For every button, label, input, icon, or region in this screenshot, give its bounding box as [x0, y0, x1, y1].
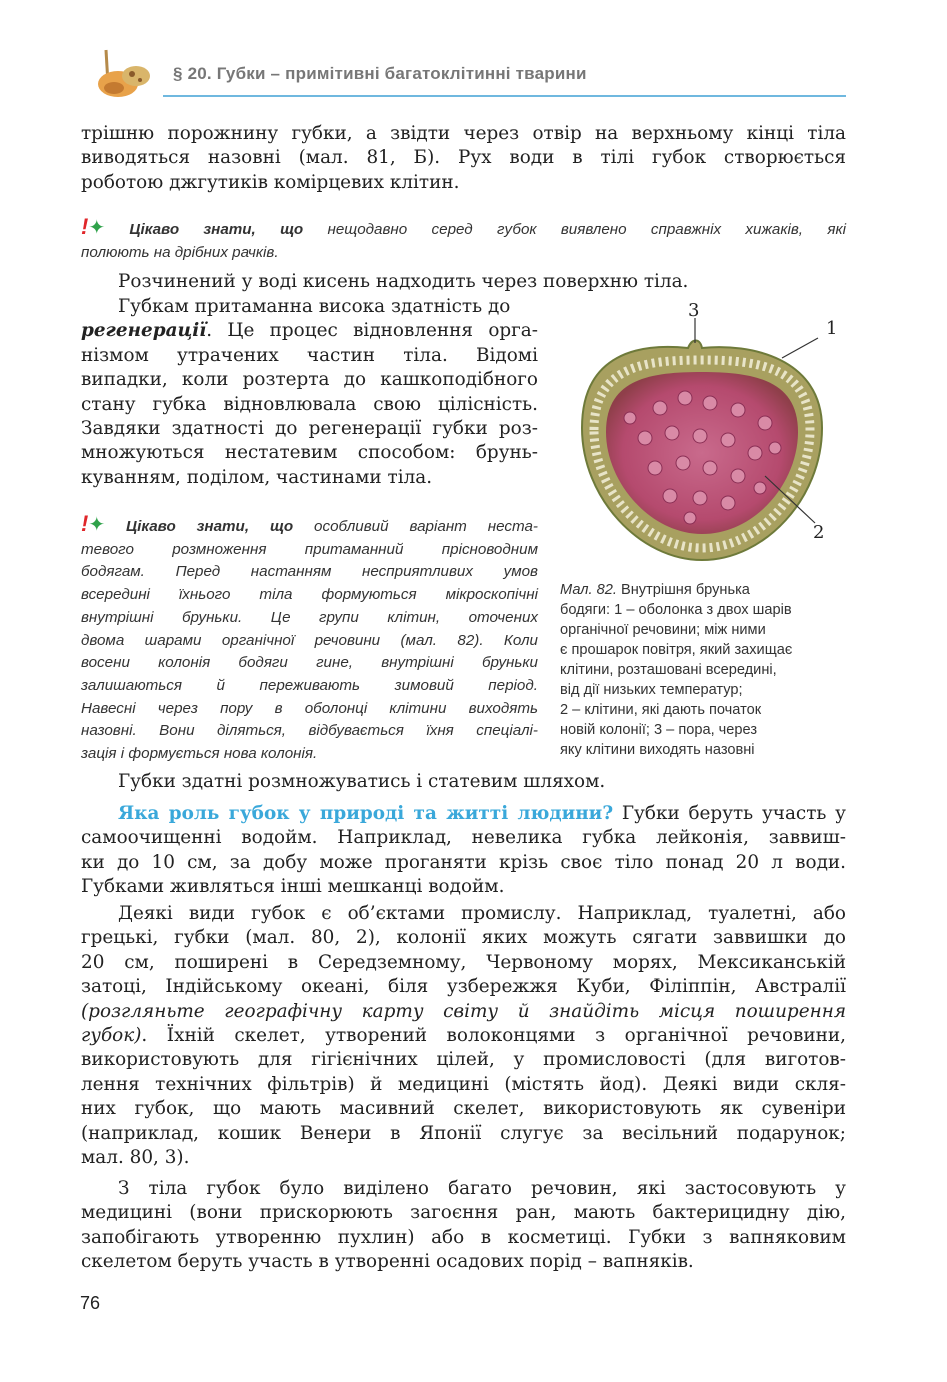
header-logo-icon	[88, 44, 158, 104]
text-line: 20 см, поширені в Середземному, Червоному морях, Мексиканській	[81, 951, 846, 973]
fact-lead: Цікаво знати, що	[129, 221, 304, 238]
caption-line: органічної речовини; між ними	[560, 622, 766, 638]
fact-text: всередині їхнього тіла формуються мікроскопічні	[81, 586, 538, 604]
section-question: Яка роль губок у природі та житті людини?	[118, 803, 614, 824]
intro-paragraph	[81, 122, 846, 195]
header-divider	[163, 95, 846, 97]
text-line: випадки, коли розтерта до кашкоподібного	[81, 369, 538, 391]
fact-text: внутрішні бруньки. Це групи клітин, оточених	[81, 608, 538, 626]
text-line: множуються нестатевим способом: брунь-	[81, 442, 538, 464]
fact-text: Навесні через пору в оболонці клітини виходять	[81, 699, 538, 717]
caption-lead: Мал. 82.	[560, 582, 617, 598]
text-line: куванням, поділом, частинами тіла.	[81, 466, 433, 488]
figure-caption: Мал. 82. Внутрішня брунька бодяги: 1 – оболонка з двох шарів органічної речовини; між ними є прошарок повітря, який захищає клітини, розташовані всередині, від дії низьких температур; 2 – клітини, які дають початок новій колонії; 3 – пора, через яку клітини виходять назовні	[560, 580, 850, 760]
text-line: використовують для гігієнічних цілей, у промисловості (для виготов-	[81, 1049, 846, 1071]
text-line: Деякі види губок є об’єктами промислу. Наприклад, туалетні, або	[118, 903, 846, 924]
oxygen-line: Розчинений у воді кисень надходить через поверхню тіла.	[118, 271, 689, 292]
text-line: скелетом беруть участь в утворенні осадових порід – вапняків.	[81, 1251, 694, 1273]
text-line: виводяться назовні (мал. 81, Б). Рух води в тілі губок створюється	[81, 147, 846, 169]
text-line: запобігають утворенню пухлин) або в косметиці. Губки з вапняковим	[81, 1226, 846, 1248]
text-line: Губкам притаманна висока здатність до	[118, 296, 511, 317]
caption-line: бодяги: 1 – оболонка з двох шарів	[560, 602, 792, 618]
fact-lead: Цікаво знати, що	[126, 518, 294, 535]
text-line: роботою джгутиків комірцевих клітин.	[81, 171, 460, 193]
star-icon: ✦	[88, 217, 106, 239]
text-line: них губок, що мають масивний скелет, використовують як сувеніри	[81, 1098, 846, 1120]
text-line: (наприклад, кошик Венери в Японії слугує за весільний подарунок;	[81, 1122, 846, 1144]
fact-box-2: !✦ Цікаво знати, що особливий варіант неста- тевого розмноження притаманний прісноводним бодягам. Перед настанням несприятливих умов всередині їхнього тіла формуються мікроскопічні внутрішні бруньки. Це групи клітин, оточених двома шарами органічної речовини (мал. 82). Коли восени колонія бодяги гине, внутрішні бруньки залишаються й переживають зимовий період. Навесні через пору в оболонці клітини виходять назовні. Вони діляться, відбувається їхня спеціалі- зація і формується нова колонія.	[81, 513, 538, 766]
fact-text: двома шарами органічної речовини (мал. 82). Коли	[81, 631, 538, 649]
figure-label-1: 1	[826, 318, 838, 339]
sexual-reproduction-line: Губки здатні розмножуватись і статевим шляхом.	[118, 771, 606, 792]
header-title: § 20. Губки – примітивні багатоклітинні тварини	[173, 64, 587, 83]
regeneration-paragraph	[81, 295, 538, 490]
role-paragraph: Яка роль губок у природі та житті людини? Губки беруть участь у самоочищенні водойм. Наприклад, невелика губка лейконія, заввиш- ки до 10 см, за добу може проганяти крізь своє тіло понад 20 л води. Губками живляться інші мешканці водойм.	[81, 802, 846, 900]
text-line: стану губка відновлювала свою цілісність.	[81, 393, 538, 415]
medicine-paragraph	[81, 1177, 846, 1275]
text-line: мал. 80, 3).	[81, 1147, 190, 1169]
text-line: (розгляньте географічну карту світу й знайдіть місця поширення	[81, 1000, 846, 1022]
caption-line: від дії низьких температур;	[560, 682, 743, 698]
fact-text: нещодавно серед губок виявлено справжніх хижаків, які	[327, 221, 846, 238]
fact-text: назовні. Вони діляться, відбувається їхня спеціалі-	[81, 722, 538, 740]
fact-box-1	[81, 216, 846, 264]
text-line: грецькі, губки (мал. 80, 2), колонії яких можуть сягати заввишки до	[81, 927, 846, 949]
text-line: З тіла губок було виділено багато речовин, які застосовують у	[118, 1178, 846, 1199]
figure-label-2: 2	[813, 522, 825, 543]
exclamation-icon: !	[81, 511, 89, 536]
caption-line: 2 – клітини, які дають початок	[560, 702, 762, 718]
fact-text: полюють на дрібних рачків.	[81, 243, 279, 261]
caption-line: є прошарок повітря, який захищає	[560, 642, 793, 658]
text-line: лення технічних фільтрів) й медицині (містять йод). Деякі види скля-	[81, 1073, 846, 1095]
fact-text: тевого розмноження притаманний прісноводним	[81, 540, 538, 558]
text-line: затоці, Індійському океані, біля узбережжя Куби, Філіппін, Австралії	[81, 976, 846, 998]
fact-text: залишаються й переживають зимовий період.	[81, 676, 538, 694]
industry-paragraph	[81, 902, 846, 1170]
figure-82-illustration	[560, 298, 850, 573]
page-number: 76	[80, 1293, 101, 1313]
caption-line: клітини, розташовані всередині,	[560, 662, 777, 678]
star-icon: ✦	[88, 514, 106, 536]
term-regeneration: регенерації	[81, 320, 207, 342]
caption-line: новій колонії; 3 – пора, через	[560, 722, 758, 738]
caption-line: яку клітини виходять назовні	[560, 742, 755, 758]
fact-text: бодягам. Перед настанням несприятливих умов	[81, 563, 538, 581]
text-line: трішню порожнину губки, а звідти через отвір на верхньому кінці тіла	[81, 123, 846, 144]
leader-line-1	[782, 338, 818, 358]
text-line: медицині (вони прискорюють загоєння ран, мають бактерицидну дію,	[81, 1202, 846, 1224]
exclamation-icon: !	[81, 214, 89, 239]
fact-text: восени колонія бодяги гине, внутрішні бруньки	[81, 654, 538, 672]
text-line: Губками живляться інші мешканці водойм.	[81, 876, 505, 898]
figure-label-3: 3	[688, 300, 700, 321]
text-line: ки до 10 см, за добу може проганяти крізь своє тіло понад 20 л води.	[81, 851, 846, 873]
text-line: регенерації. Це процес відновлення орга-	[81, 320, 538, 342]
text-line: самоочищенні водойм. Наприклад, невелика губка лейконія, заввиш-	[81, 827, 846, 849]
text-line: нізмом утрачених частин тіла. Відомі	[81, 344, 538, 366]
text-line: Завдяки здатності до регенерації губки роз-	[81, 418, 538, 440]
text-line: губок). Їхній скелет, утворений волоконцями з органічної речовини,	[81, 1025, 846, 1047]
fact-text: зація і формується нова колонія.	[81, 745, 318, 763]
